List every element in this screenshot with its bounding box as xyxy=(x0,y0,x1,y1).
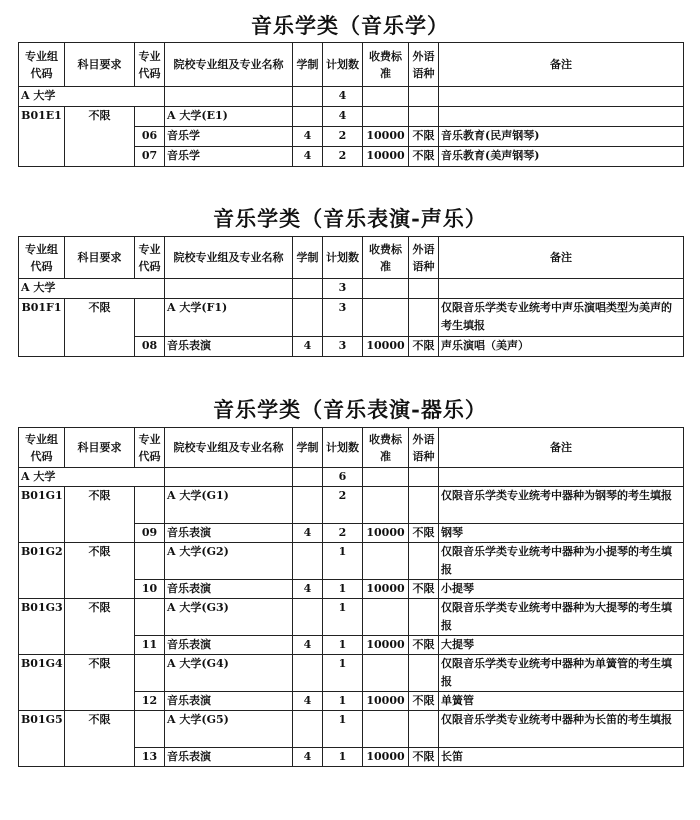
group-plan: 1 xyxy=(323,711,363,748)
group-subject-req: 不限 xyxy=(65,655,135,711)
major-years: 4 xyxy=(293,127,323,147)
major-years: 4 xyxy=(293,580,323,599)
group-plan: 1 xyxy=(323,599,363,636)
header-plan: 计划数 xyxy=(323,428,363,468)
major-remark: 钢琴 xyxy=(439,524,684,543)
major-fee: 10000 xyxy=(363,636,409,655)
group-code: B01G1 xyxy=(19,487,65,543)
group-subject-req: 不限 xyxy=(65,543,135,599)
major-lang: 不限 xyxy=(409,636,439,655)
major-name: 音乐表演 xyxy=(165,748,293,767)
group-row xyxy=(19,543,684,580)
major-name: 音乐学 xyxy=(165,127,293,147)
major-remark: 声乐演唱（美声） xyxy=(439,337,684,357)
major-fee: 10000 xyxy=(363,147,409,167)
major-remark: 音乐教育(民声钢琴) xyxy=(439,127,684,147)
group-subject-req: 不限 xyxy=(65,711,135,767)
header-years: 学制 xyxy=(293,43,323,87)
header-major-name: 院校专业组及专业名称 xyxy=(165,237,293,279)
group-plan: 1 xyxy=(323,655,363,692)
header-row xyxy=(19,237,684,279)
major-fee: 10000 xyxy=(363,692,409,711)
section-title: 音乐学类（音乐表演-声乐） xyxy=(213,206,487,231)
group-name: A 大学(G3) xyxy=(165,599,293,636)
header-years: 学制 xyxy=(293,237,323,279)
major-code: 11 xyxy=(135,636,165,655)
section-title: 音乐学类（音乐表演-器乐） xyxy=(213,397,487,422)
group-subject-req: 不限 xyxy=(65,599,135,655)
header-plan: 计划数 xyxy=(323,237,363,279)
major-plan: 2 xyxy=(323,127,363,147)
major-plan: 1 xyxy=(323,748,363,767)
group-code: B01G2 xyxy=(19,543,65,599)
group-code: B01E1 xyxy=(19,107,65,167)
group-remark: 仅限音乐学类专业统考中器种为长笛的考生填报 xyxy=(439,711,684,748)
major-name: 音乐表演 xyxy=(165,692,293,711)
header-subject-req: 科目要求 xyxy=(65,43,135,87)
header-remark: 备注 xyxy=(439,237,684,279)
major-lang: 不限 xyxy=(409,692,439,711)
major-plan: 1 xyxy=(323,636,363,655)
header-remark: 备注 xyxy=(439,428,684,468)
header-subject-req: 科目要求 xyxy=(65,237,135,279)
major-remark: 长笛 xyxy=(439,748,684,767)
group-remark: 仅限音乐学类专业统考中器种为钢琴的考生填报 xyxy=(439,487,684,524)
header-fee: 收费标准 xyxy=(363,237,409,279)
major-lang: 不限 xyxy=(409,748,439,767)
header-row xyxy=(19,428,684,468)
admission-table xyxy=(18,42,684,167)
major-plan: 2 xyxy=(323,524,363,543)
major-remark: 小提琴 xyxy=(439,580,684,599)
header-lang: 外语语种 xyxy=(409,428,439,468)
major-years: 4 xyxy=(293,147,323,167)
major-name: 音乐表演 xyxy=(165,337,293,357)
major-name: 音乐表演 xyxy=(165,524,293,543)
header-row xyxy=(19,43,684,87)
major-code: 12 xyxy=(135,692,165,711)
header-major-name: 院校专业组及专业名称 xyxy=(165,43,293,87)
header-years: 学制 xyxy=(293,428,323,468)
school-row xyxy=(19,468,684,487)
major-years: 4 xyxy=(293,636,323,655)
group-row xyxy=(19,487,684,524)
major-code: 07 xyxy=(135,147,165,167)
school-plan: 4 xyxy=(323,87,363,107)
major-name: 音乐学 xyxy=(165,147,293,167)
major-plan: 2 xyxy=(323,147,363,167)
header-major-name: 院校专业组及专业名称 xyxy=(165,428,293,468)
group-name: A 大学(G2) xyxy=(165,543,293,580)
major-lang: 不限 xyxy=(409,524,439,543)
major-name: 音乐表演 xyxy=(165,636,293,655)
major-code: 08 xyxy=(135,337,165,357)
major-remark: 大提琴 xyxy=(439,636,684,655)
group-name: A 大学(G4) xyxy=(165,655,293,692)
major-years: 4 xyxy=(293,337,323,357)
group-row xyxy=(19,599,684,636)
group-remark: 仅限音乐学类专业统考中器种为小提琴的考生填报 xyxy=(439,543,684,580)
major-lang: 不限 xyxy=(409,147,439,167)
header-fee: 收费标准 xyxy=(363,43,409,87)
major-lang: 不限 xyxy=(409,337,439,357)
major-fee: 10000 xyxy=(363,748,409,767)
school-name: A 大学 xyxy=(19,87,165,107)
major-lang: 不限 xyxy=(409,580,439,599)
group-code: B01G4 xyxy=(19,655,65,711)
school-name: A 大学 xyxy=(19,279,165,299)
major-fee: 10000 xyxy=(363,524,409,543)
major-remark: 音乐教育(美声钢琴) xyxy=(439,147,684,167)
group-plan: 1 xyxy=(323,543,363,580)
group-remark xyxy=(439,107,684,127)
major-fee: 10000 xyxy=(363,337,409,357)
group-row xyxy=(19,299,684,337)
school-plan: 6 xyxy=(323,468,363,487)
school-row xyxy=(19,87,684,107)
header-plan: 计划数 xyxy=(323,43,363,87)
school-plan: 3 xyxy=(323,279,363,299)
header-fee: 收费标准 xyxy=(363,428,409,468)
major-remark: 单簧管 xyxy=(439,692,684,711)
header-lang: 外语语种 xyxy=(409,237,439,279)
major-plan: 1 xyxy=(323,692,363,711)
major-years: 4 xyxy=(293,692,323,711)
school-row xyxy=(19,279,684,299)
group-subject-req: 不限 xyxy=(65,487,135,543)
group-remark: 仅限音乐学类专业统考中器种为大提琴的考生填报 xyxy=(439,599,684,636)
header-lang: 外语语种 xyxy=(409,43,439,87)
group-plan: 2 xyxy=(323,487,363,524)
section-title: 音乐学类（音乐学） xyxy=(251,13,449,38)
header-major-code: 专业代码 xyxy=(135,43,165,87)
header-group-code: 专业组代码 xyxy=(19,237,65,279)
group-subject-req: 不限 xyxy=(65,107,135,167)
major-plan: 1 xyxy=(323,580,363,599)
major-code: 09 xyxy=(135,524,165,543)
group-code: B01F1 xyxy=(19,299,65,357)
group-row xyxy=(19,107,684,127)
major-code: 13 xyxy=(135,748,165,767)
group-name: A 大学(F1) xyxy=(165,299,293,337)
group-row xyxy=(19,711,684,748)
major-code: 06 xyxy=(135,127,165,147)
group-name: A 大学(E1) xyxy=(165,107,293,127)
admission-table xyxy=(18,427,684,767)
group-plan: 3 xyxy=(323,299,363,337)
major-years: 4 xyxy=(293,748,323,767)
major-years: 4 xyxy=(293,524,323,543)
header-group-code: 专业组代码 xyxy=(19,428,65,468)
group-subject-req: 不限 xyxy=(65,299,135,357)
group-plan: 4 xyxy=(323,107,363,127)
group-remark: 仅限音乐学类专业统考中器种为单簧管的考生填报 xyxy=(439,655,684,692)
header-major-code: 专业代码 xyxy=(135,237,165,279)
major-lang: 不限 xyxy=(409,127,439,147)
major-plan: 3 xyxy=(323,337,363,357)
header-major-code: 专业代码 xyxy=(135,428,165,468)
major-name: 音乐表演 xyxy=(165,580,293,599)
header-remark: 备注 xyxy=(439,43,684,87)
admission-table xyxy=(18,236,684,357)
major-fee: 10000 xyxy=(363,127,409,147)
header-group-code: 专业组代码 xyxy=(19,43,65,87)
major-code: 10 xyxy=(135,580,165,599)
group-code: B01G3 xyxy=(19,599,65,655)
header-subject-req: 科目要求 xyxy=(65,428,135,468)
group-row xyxy=(19,655,684,692)
group-code: B01G5 xyxy=(19,711,65,767)
school-name: A 大学 xyxy=(19,468,165,487)
group-name: A 大学(G1) xyxy=(165,487,293,524)
group-remark: 仅限音乐学类专业统考中声乐演唱类型为美声的考生填报 xyxy=(439,299,684,337)
major-fee: 10000 xyxy=(363,580,409,599)
group-name: A 大学(G5) xyxy=(165,711,293,748)
